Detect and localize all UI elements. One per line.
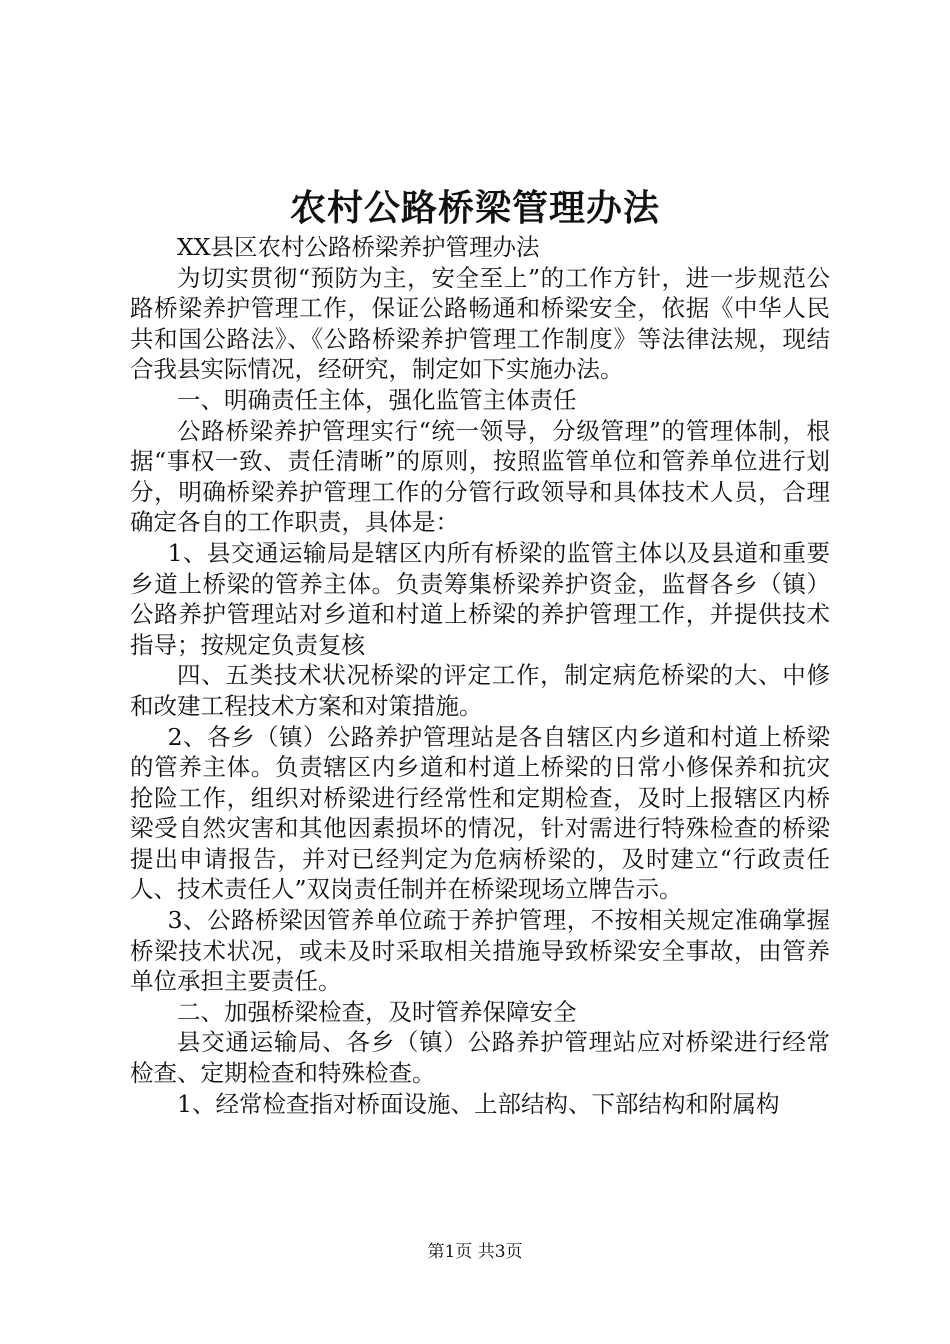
paragraph: 3、公路桥梁因管养单位疏于养护管理，不按相关规定准确掌握桥梁技术状况，或未及时采取相关措施导致桥梁安全事故，由管养单位承担主要责任。	[130, 906, 830, 996]
section-heading-1: 一、明确责任主体，强化监管主体责任	[177, 385, 577, 414]
page-footer: 第1页 共3页	[427, 1242, 523, 1262]
paragraph: 公路桥梁养护管理实行“统一领导，分级管理”的管理体制，根据“事权一致、责任清晰”的原则，按照监管单位和管养单位进行划分，明确桥梁养护管理工作的分管行政领导和具体技术人员，合理确定各自的工作职责，具体是：	[130, 416, 830, 537]
document-body	[130, 232, 830, 1119]
section-heading-2: 二、加强桥梁检查，及时管养保障安全	[177, 997, 577, 1026]
paragraph: 县交通运输局、各乡（镇）公路养护管理站应对桥梁进行经常检查、定期检查和特殊检查。	[130, 1028, 830, 1088]
paragraph-intro: 为切实贯彻“预防为主，安全至上”的工作方针，进一步规范公路桥梁养护管理工作，保证公路畅通和桥梁安全，依据《中华人民共和国公路法》、《公路桥梁养护管理工作制度》等法律法规，现结合我县实际情况，经研究，制定如下实施办法。	[130, 263, 830, 384]
paragraph: 2、各乡（镇）公路养护管理站是各自辖区内乡道和村道上桥梁的管养主体。负责辖区内乡道和村道上桥梁的日常小修保养和抗灾抢险工作，组织对桥梁进行经常性和定期检查，及时上报辖区内桥梁受自然灾害和其他因素损坏的情况，针对需进行特殊检查的桥梁提出申请报告，并对已经判定为危病桥梁的，及时建立“行政责任人、技术责任人”双岗责任制并在桥梁现场立牌告示。	[130, 722, 830, 904]
document-title: 农村公路桥梁管理办法	[289, 187, 660, 229]
paragraph: 1、县交通运输局是辖区内所有桥梁的监管主体以及县道和重要乡道上桥梁的管养主体。负责筹集桥梁养护资金，监督各乡（镇）公路养护管理站对乡道和村道上桥梁的养护管理工作，并提供技术指导；按规定负责复核	[130, 538, 830, 659]
paragraph-subtitle: XX县区农村公路桥梁养护管理办法	[177, 233, 540, 261]
paragraph: 1、经常检查指对桥面设施、上部结构、下部结构和附属构	[177, 1089, 780, 1118]
paragraph: 四、五类技术状况桥梁的评定工作，制定病危桥梁的大、中修和改建工程技术方案和对策措施。	[130, 661, 830, 720]
